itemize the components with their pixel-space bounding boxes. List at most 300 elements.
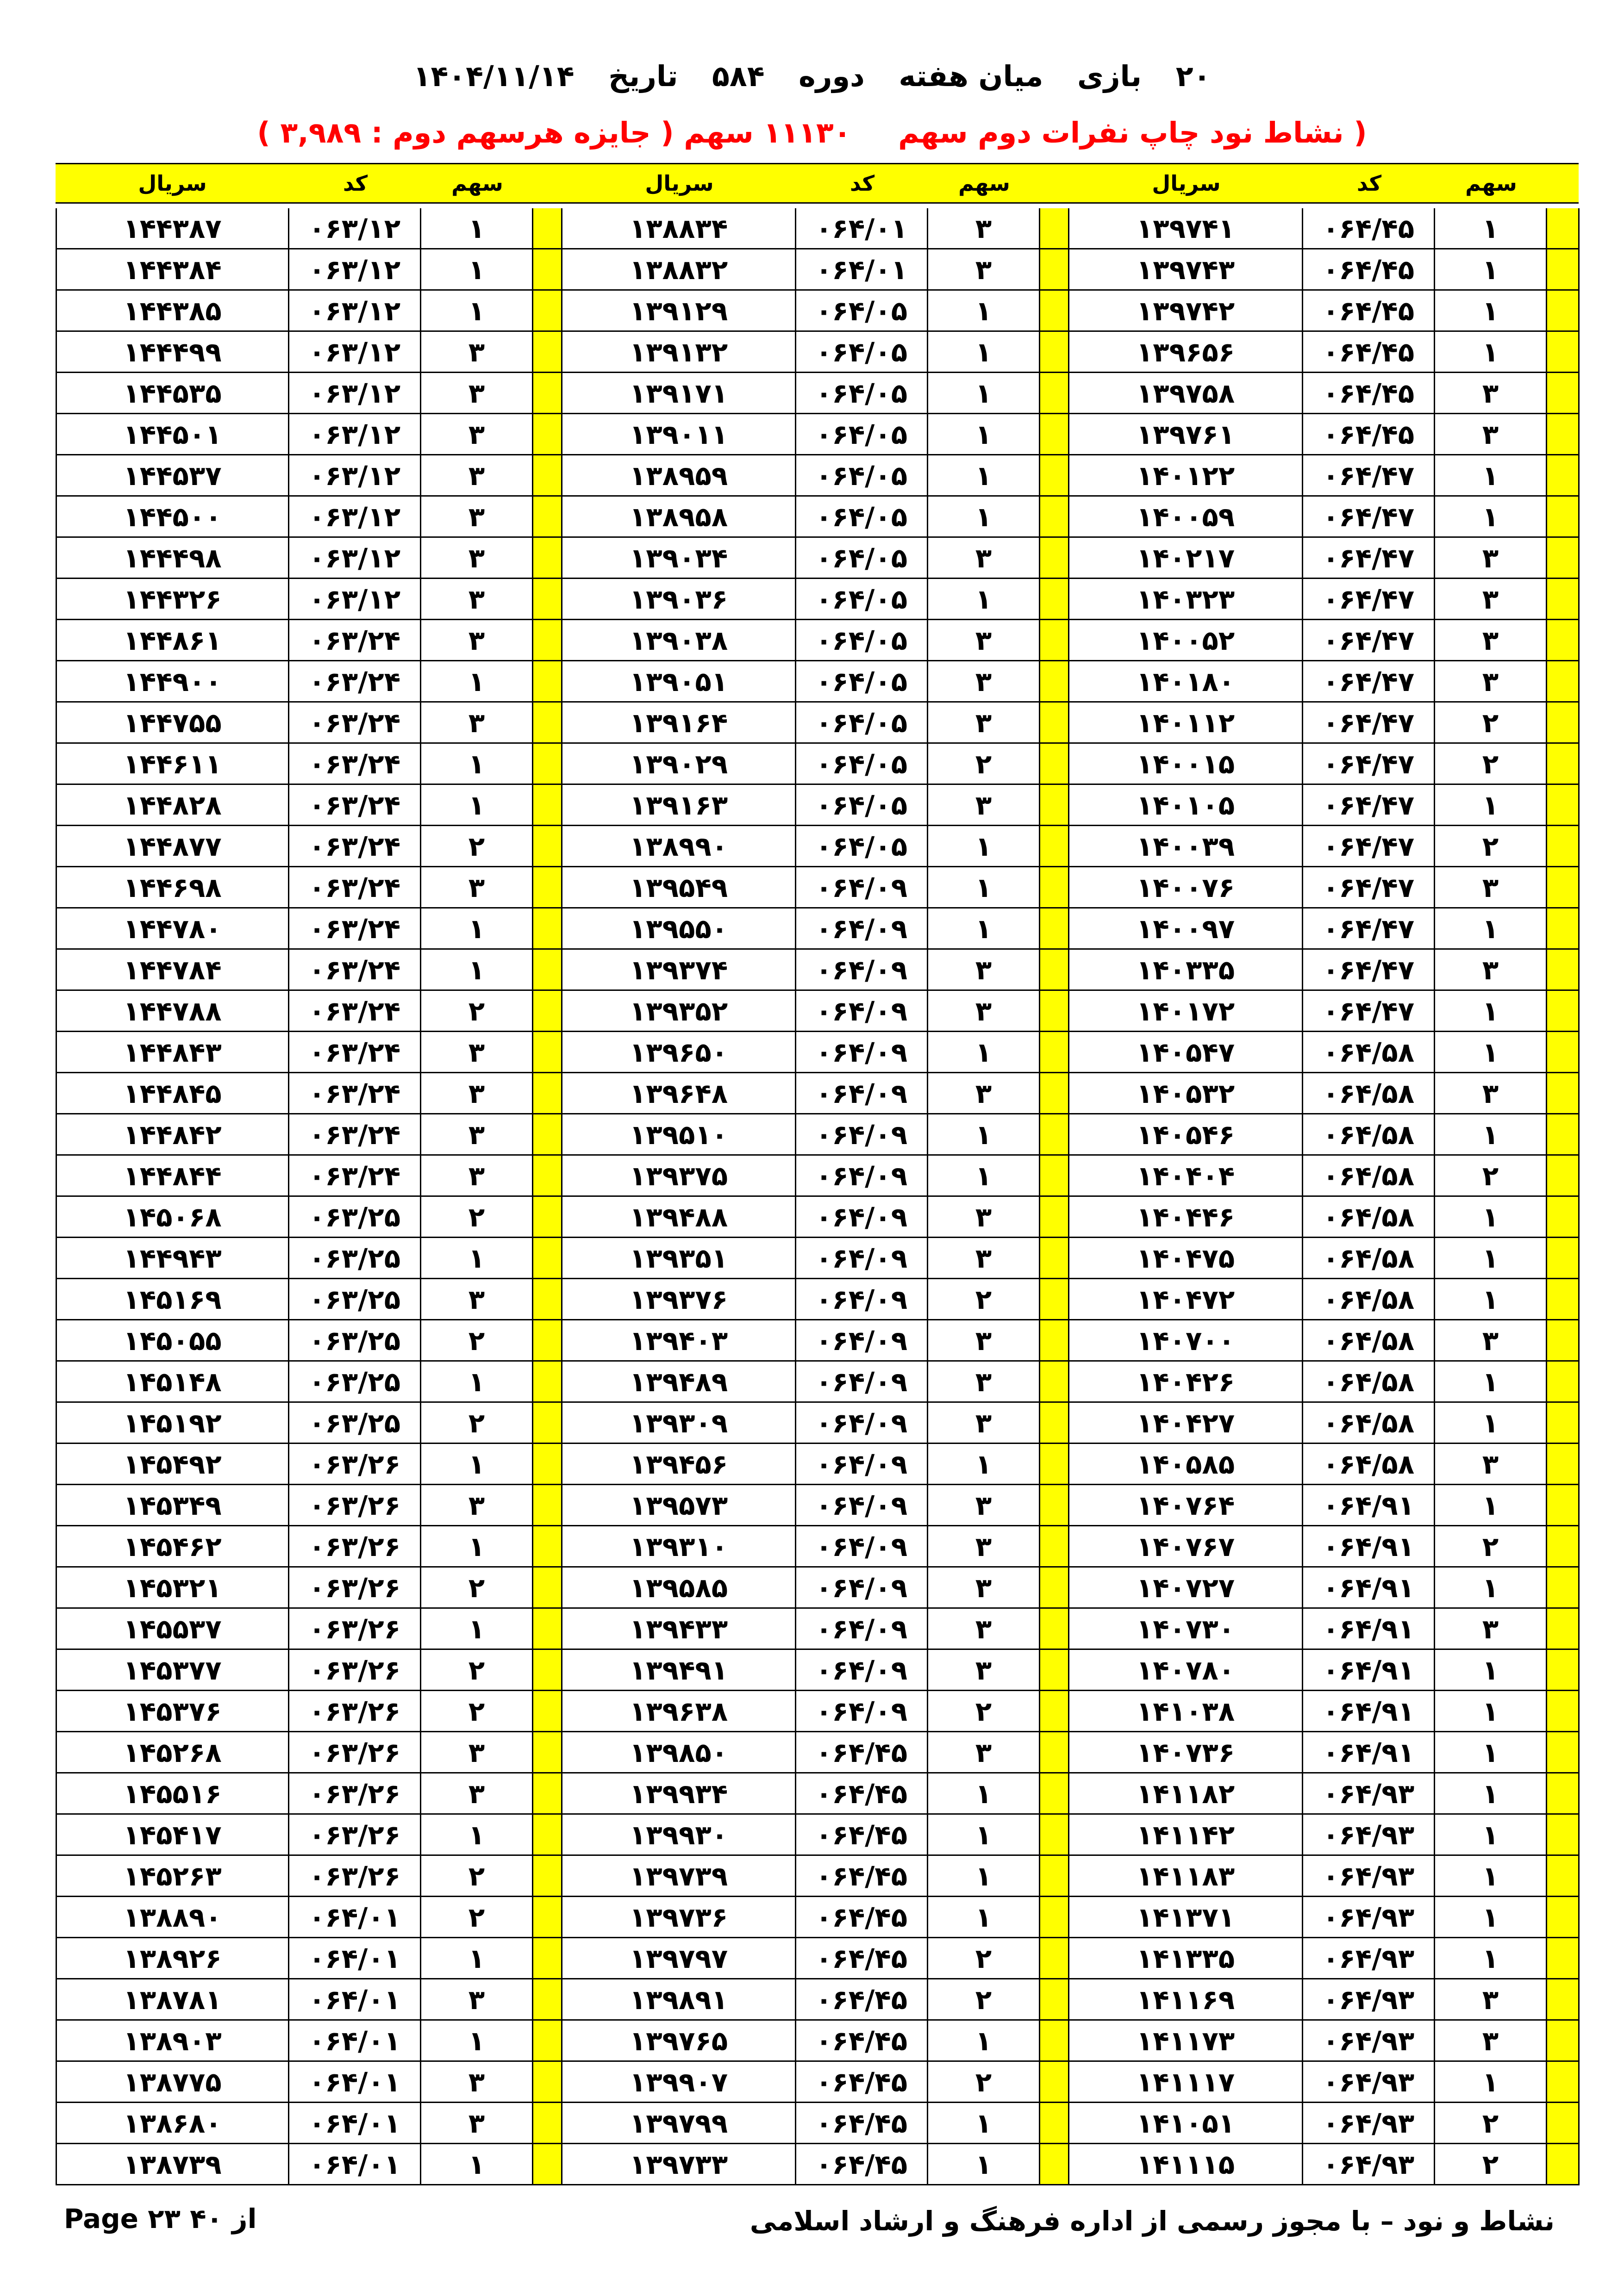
- serial-cell: ۱۳۹۰۳۸: [562, 620, 796, 661]
- share-cell: ۳: [928, 1320, 1040, 1362]
- separator-cell: [1547, 1114, 1580, 1156]
- serial-cell: ۱۴۵۵۳۷: [56, 1609, 289, 1650]
- share-cell: ۱: [928, 1114, 1040, 1156]
- serial-cell: ۱۳۹۷۶۵: [562, 2021, 796, 2062]
- separator-cell: [1040, 455, 1069, 497]
- separator-cell: [1040, 1773, 1069, 1815]
- share-cell: ۲: [421, 826, 533, 867]
- serial-cell: ۱۴۰۲۱۷: [1069, 538, 1303, 579]
- table-row: [56, 1773, 1579, 1815]
- code-cell: ۰۶۳/۱۲: [289, 249, 421, 291]
- serial-cell: ۱۴۵۴۶۲: [56, 1526, 289, 1568]
- serial-cell: ۱۴۴۸۶۱: [56, 620, 289, 661]
- code-cell: ۰۶۴/۵۸: [1303, 1279, 1435, 1320]
- share-cell: ۳: [1435, 373, 1547, 414]
- separator-cell: [533, 2144, 562, 2185]
- serial-cell: ۱۴۰۵۳۲: [1069, 1073, 1303, 1114]
- share-cell: ۱: [928, 1773, 1040, 1815]
- serial-cell: ۱۴۵۰۵۵: [56, 1320, 289, 1362]
- table-row: [56, 455, 1579, 497]
- serial-cell: ۱۴۱۱۸۳: [1069, 1856, 1303, 1897]
- code-cell: ۰۶۴/۰۹: [796, 1238, 928, 1279]
- serial-cell: ۱۳۹۰۳۴: [562, 538, 796, 579]
- share-cell: ۲: [928, 1938, 1040, 1979]
- code-cell: ۰۶۳/۲۴: [289, 1114, 421, 1156]
- share-cell: ۱: [928, 2144, 1040, 2185]
- header-code: کد: [1356, 171, 1382, 196]
- separator-cell: [1547, 373, 1580, 414]
- serial-cell: ۱۴۰۰۹۷: [1069, 908, 1303, 950]
- table-row: [56, 579, 1579, 620]
- table-row: [56, 1732, 1579, 1773]
- serial-cell: ۱۳۹۰۱۱: [562, 414, 796, 455]
- code-cell: ۰۶۳/۲۴: [289, 744, 421, 785]
- table-row: [56, 497, 1579, 538]
- code-cell: ۰۶۴/۴۷: [1303, 785, 1435, 826]
- code-cell: ۰۶۳/۲۵: [289, 1320, 421, 1362]
- serial-cell: ۱۳۹۶۳۸: [562, 1691, 796, 1732]
- separator-cell: [1547, 497, 1580, 538]
- separator-cell: [1547, 1815, 1580, 1856]
- serial-cell: ۱۴۵۱۹۲: [56, 1403, 289, 1444]
- share-cell: ۱: [421, 2021, 533, 2062]
- share-cell: ۳: [421, 1073, 533, 1114]
- serial-cell: ۱۴۴۵۰۰: [56, 497, 289, 538]
- share-cell: ۲: [928, 744, 1040, 785]
- separator-cell: [533, 414, 562, 455]
- serial-cell: ۱۴۰۵۴۷: [1069, 1032, 1303, 1073]
- serial-cell: ۱۳۹۴۰۳: [562, 1320, 796, 1362]
- code-cell: ۰۶۴/۹۱: [1303, 1691, 1435, 1732]
- separator-cell: [1040, 1897, 1069, 1938]
- share-cell: ۲: [928, 1979, 1040, 2021]
- serial-cell: ۱۴۱۱۱۵: [1069, 2144, 1303, 2185]
- share-cell: ۱: [1435, 908, 1547, 950]
- code-cell: ۰۶۴/۰۱: [796, 208, 928, 249]
- serial-cell: ۱۴۱۱۱۷: [1069, 2062, 1303, 2103]
- share-cell: ۲: [1435, 826, 1547, 867]
- code-cell: ۰۶۴/۴۵: [1303, 414, 1435, 455]
- serial-cell: ۱۴۰۴۲۶: [1069, 1362, 1303, 1403]
- separator-cell: [533, 1197, 562, 1238]
- share-cell: ۲: [421, 1691, 533, 1732]
- serial-cell: ۱۴۴۹۰۰: [56, 661, 289, 703]
- share-cell: ۱: [928, 414, 1040, 455]
- code-cell: ۰۶۴/۵۸: [1303, 1444, 1435, 1485]
- code-cell: ۰۶۴/۰۱: [796, 249, 928, 291]
- serial-cell: ۱۴۴۶۱۱: [56, 744, 289, 785]
- separator-cell: [533, 1856, 562, 1897]
- serial-cell: ۱۴۱۰۳۸: [1069, 1691, 1303, 1732]
- separator-cell: [1040, 2021, 1069, 2062]
- table-row: [56, 1485, 1579, 1526]
- serial-cell: ۱۴۰۱۸۰: [1069, 661, 1303, 703]
- code-cell: ۰۶۴/۹۱: [1303, 1485, 1435, 1526]
- serial-cell: ۱۳۹۱۶۳: [562, 785, 796, 826]
- code-cell: ۰۶۴/۴۵: [796, 1773, 928, 1815]
- separator-cell: [1040, 991, 1069, 1032]
- share-cell: ۱: [1435, 208, 1547, 249]
- code-cell: ۰۶۴/۰۱: [289, 2021, 421, 2062]
- share-cell: ۳: [928, 1238, 1040, 1279]
- table-row: [56, 1320, 1579, 1362]
- share-cell: ۳: [928, 991, 1040, 1032]
- separator-cell: [1040, 1403, 1069, 1444]
- separator-cell: [1040, 1856, 1069, 1897]
- share-cell: ۲: [1435, 1526, 1547, 1568]
- separator-cell: [1040, 1485, 1069, 1526]
- code-cell: ۰۶۴/۰۱: [289, 2062, 421, 2103]
- separator-cell: [533, 661, 562, 703]
- code-cell: ۰۶۴/۴۵: [1303, 291, 1435, 332]
- code-cell: ۰۶۴/۹۳: [1303, 2062, 1435, 2103]
- code-cell: ۰۶۴/۰۹: [796, 867, 928, 908]
- code-cell: ۰۶۴/۴۷: [1303, 538, 1435, 579]
- serial-cell: ۱۳۸۹۰۳: [56, 2021, 289, 2062]
- serial-cell: ۱۳۸۸۹۰: [56, 1897, 289, 1938]
- serial-cell: ۱۳۸۷۸۱: [56, 1979, 289, 2021]
- serial-cell: ۱۴۴۶۹۸: [56, 867, 289, 908]
- separator-cell: [1547, 1238, 1580, 1279]
- share-cell: ۲: [421, 991, 533, 1032]
- share-cell: ۳: [1435, 661, 1547, 703]
- code-cell: ۰۶۴/۰۵: [796, 414, 928, 455]
- separator-cell: [1547, 1485, 1580, 1526]
- serial-cell: ۱۳۹۳۰۹: [562, 1403, 796, 1444]
- separator-cell: [1547, 579, 1580, 620]
- share-cell: ۳: [928, 1197, 1040, 1238]
- table-row: [56, 1279, 1579, 1320]
- separator-cell: [1547, 208, 1580, 249]
- code-cell: ۰۶۴/۵۸: [1303, 1032, 1435, 1073]
- serial-cell: ۱۴۴۵۳۵: [56, 373, 289, 414]
- separator-cell: [533, 2103, 562, 2144]
- serial-cell: ۱۳۹۳۷۵: [562, 1156, 796, 1197]
- separator-cell: [1547, 1650, 1580, 1691]
- serial-cell: ۱۴۱۳۷۱: [1069, 1897, 1303, 1938]
- table-row: [56, 1938, 1579, 1979]
- code-cell: ۰۶۴/۴۷: [1303, 867, 1435, 908]
- separator-cell: [1040, 620, 1069, 661]
- separator-cell: [1040, 950, 1069, 991]
- table-row: [56, 703, 1579, 744]
- share-cell: ۱: [421, 1444, 533, 1485]
- separator-cell: [1040, 1197, 1069, 1238]
- share-cell: ۳: [421, 1485, 533, 1526]
- code-cell: ۰۶۴/۰۹: [796, 908, 928, 950]
- table-row: [56, 1197, 1579, 1238]
- share-cell: ۱: [1435, 1238, 1547, 1279]
- separator-cell: [533, 332, 562, 373]
- serial-cell: ۱۳۹۹۰۷: [562, 2062, 796, 2103]
- share-cell: ۱: [928, 1815, 1040, 1856]
- share-cell: ۱: [421, 1609, 533, 1650]
- serial-cell: ۱۴۰۴۷۲: [1069, 1279, 1303, 1320]
- code-cell: ۰۶۴/۴۷: [1303, 991, 1435, 1032]
- table-row: [56, 1979, 1579, 2021]
- serial-cell: ۱۳۹۶۵۰: [562, 1032, 796, 1073]
- separator-cell: [533, 867, 562, 908]
- separator-cell: [1547, 1938, 1580, 1979]
- separator-cell: [533, 1114, 562, 1156]
- code-cell: ۰۶۴/۰۹: [796, 1114, 928, 1156]
- share-cell: ۱: [1435, 1279, 1547, 1320]
- share-cell: ۱: [1435, 1650, 1547, 1691]
- code-cell: ۰۶۴/۹۱: [1303, 1732, 1435, 1773]
- code-cell: ۰۶۳/۲۶: [289, 1773, 421, 1815]
- separator-cell: [533, 2062, 562, 2103]
- code-cell: ۰۶۴/۹۳: [1303, 2144, 1435, 2185]
- share-cell: ۱: [1435, 785, 1547, 826]
- code-cell: ۰۶۳/۲۴: [289, 661, 421, 703]
- serial-cell: ۱۳۸۸۳۴: [562, 208, 796, 249]
- serial-cell: ۱۴۴۸۴۵: [56, 1073, 289, 1114]
- code-cell: ۰۶۴/۴۷: [1303, 620, 1435, 661]
- share-cell: ۱: [421, 785, 533, 826]
- code-cell: ۰۶۴/۴۵: [796, 1979, 928, 2021]
- separator-cell: [1040, 1979, 1069, 2021]
- serial-cell: ۱۴۴۳۸۷: [56, 208, 289, 249]
- separator-cell: [533, 1691, 562, 1732]
- separator-cell: [533, 455, 562, 497]
- page-total: از ۴۰: [190, 2203, 257, 2234]
- share-cell: ۳: [928, 950, 1040, 991]
- table-row: [56, 1815, 1579, 1856]
- code-cell: ۰۶۴/۵۸: [1303, 1320, 1435, 1362]
- share-cell: ۳: [928, 1650, 1040, 1691]
- separator-cell: [1040, 1609, 1069, 1650]
- table-row: [56, 2144, 1579, 2185]
- separator-cell: [1040, 2062, 1069, 2103]
- table-row: [56, 620, 1579, 661]
- share-cell: ۱: [928, 332, 1040, 373]
- serial-cell: ۱۴۴۵۳۷: [56, 455, 289, 497]
- share-cell: ۱: [421, 1238, 533, 1279]
- serial-cell: ۱۳۹۴۵۶: [562, 1444, 796, 1485]
- game-label: بازی: [1077, 59, 1142, 93]
- serial-cell: ۱۴۴۷۸۴: [56, 950, 289, 991]
- share-cell: ۱: [421, 208, 533, 249]
- separator-cell: [533, 1032, 562, 1073]
- share-cell: ۳: [421, 538, 533, 579]
- serial-cell: ۱۳۹۷۴۱: [1069, 208, 1303, 249]
- separator-cell: [533, 744, 562, 785]
- code-cell: ۰۶۳/۲۶: [289, 1526, 421, 1568]
- code-cell: ۰۶۳/۱۲: [289, 538, 421, 579]
- share-cell: ۳: [1435, 2021, 1547, 2062]
- code-cell: ۰۶۴/۴۵: [796, 2062, 928, 2103]
- table-header-row: [56, 163, 1579, 204]
- table-row: [56, 1691, 1579, 1732]
- share-cell: ۳: [421, 414, 533, 455]
- code-cell: ۰۶۳/۲۴: [289, 785, 421, 826]
- share-cell: ۱: [1435, 1114, 1547, 1156]
- code-cell: ۰۶۳/۲۶: [289, 1856, 421, 1897]
- serial-cell: ۱۳۹۰۳۶: [562, 579, 796, 620]
- serial-cell: ۱۳۹۷۹۷: [562, 1938, 796, 1979]
- separator-cell: [1547, 538, 1580, 579]
- separator-cell: [533, 620, 562, 661]
- code-cell: ۰۶۳/۱۲: [289, 497, 421, 538]
- separator-cell: [533, 1362, 562, 1403]
- share-cell: ۲: [421, 1897, 533, 1938]
- share-cell: ۱: [1435, 1938, 1547, 1979]
- page-label: Page: [64, 2203, 138, 2234]
- share-cell: ۱: [928, 2021, 1040, 2062]
- code-cell: ۰۶۳/۲۶: [289, 1609, 421, 1650]
- code-cell: ۰۶۳/۱۲: [289, 373, 421, 414]
- separator-cell: [1040, 744, 1069, 785]
- separator-cell: [1547, 1568, 1580, 1609]
- separator-cell: [1547, 1156, 1580, 1197]
- serial-cell: ۱۴۵۳۲۱: [56, 1568, 289, 1609]
- share-cell: ۱: [1435, 1362, 1547, 1403]
- share-cell: ۱: [928, 1444, 1040, 1485]
- share-cell: ۱: [1435, 1856, 1547, 1897]
- separator-cell: [533, 1979, 562, 2021]
- code-cell: ۰۶۴/۴۵: [796, 1897, 928, 1938]
- code-cell: ۰۶۴/۴۵: [796, 2144, 928, 2185]
- share-cell: ۳: [928, 1403, 1040, 1444]
- code-cell: ۰۶۴/۰۵: [796, 455, 928, 497]
- code-cell: ۰۶۳/۱۲: [289, 208, 421, 249]
- separator-cell: [533, 208, 562, 249]
- share-cell: ۱: [1435, 1815, 1547, 1856]
- serial-cell: ۱۳۹۹۳۰: [562, 1815, 796, 1856]
- serial-cell: ۱۴۴۸۲۸: [56, 785, 289, 826]
- separator-cell: [533, 1444, 562, 1485]
- serial-cell: ۱۳۹۱۷۱: [562, 373, 796, 414]
- separator-cell: [1040, 1732, 1069, 1773]
- serial-cell: ۱۴۰۷۲۷: [1069, 1568, 1303, 1609]
- code-cell: ۰۶۴/۹۳: [1303, 1815, 1435, 1856]
- share-cell: ۳: [1435, 1073, 1547, 1114]
- serial-cell: ۱۳۸۸۳۲: [562, 249, 796, 291]
- separator-cell: [1040, 414, 1069, 455]
- serial-cell: ۱۳۸۷۷۵: [56, 2062, 289, 2103]
- header-serial: سریال: [138, 171, 207, 196]
- separator-cell: [1040, 1444, 1069, 1485]
- serial-cell: ۱۳۹۷۴۳: [1069, 249, 1303, 291]
- separator-cell: [1547, 332, 1580, 373]
- separator-cell: [1547, 1856, 1580, 1897]
- code-cell: ۰۶۴/۰۹: [796, 1444, 928, 1485]
- code-cell: ۰۶۴/۰۹: [796, 1526, 928, 1568]
- table-row: [56, 2062, 1579, 2103]
- serial-cell: ۱۳۹۵۵۰: [562, 908, 796, 950]
- serial-cell: ۱۳۸۷۳۹: [56, 2144, 289, 2185]
- separator-cell: [1040, 1156, 1069, 1197]
- code-cell: ۰۶۴/۰۹: [796, 1568, 928, 1609]
- serial-cell: ۱۳۹۹۳۴: [562, 1773, 796, 1815]
- code-cell: ۰۶۳/۱۲: [289, 291, 421, 332]
- separator-cell: [1547, 1897, 1580, 1938]
- share-cell: ۲: [421, 1650, 533, 1691]
- share-cell: ۱: [1435, 455, 1547, 497]
- share-cell: ۱: [1435, 2062, 1547, 2103]
- separator-cell: [533, 703, 562, 744]
- license-note: نشاط و نود – با مجوز رسمی از اداره فرهنگ و ارشاد اسلامی: [750, 2205, 1555, 2237]
- serial-cell: ۱۳۹۵۸۵: [562, 1568, 796, 1609]
- code-cell: ۰۶۴/۰۹: [796, 1650, 928, 1691]
- serial-cell: ۱۴۱۰۵۱: [1069, 2103, 1303, 2144]
- share-cell: ۱: [1435, 1568, 1547, 1609]
- separator-cell: [1040, 291, 1069, 332]
- header-code: کد: [849, 171, 875, 196]
- separator-cell: [1040, 497, 1069, 538]
- serial-cell: ۱۳۹۱۶۴: [562, 703, 796, 744]
- table-row: [56, 1362, 1579, 1403]
- share-cell: ۱: [421, 1815, 533, 1856]
- code-cell: ۰۶۴/۵۸: [1303, 1156, 1435, 1197]
- separator-cell: [1547, 1362, 1580, 1403]
- serial-cell: ۱۳۹۶۴۸: [562, 1073, 796, 1114]
- code-cell: ۰۶۳/۲۶: [289, 1732, 421, 1773]
- share-cell: ۳: [421, 1114, 533, 1156]
- table-row: [56, 1650, 1579, 1691]
- separator-cell: [1040, 208, 1069, 249]
- share-cell: ۳: [421, 620, 533, 661]
- serial-cell: ۱۳۹۷۶۱: [1069, 414, 1303, 455]
- separator-cell: [1040, 579, 1069, 620]
- serial-cell: ۱۴۰۷۳۶: [1069, 1732, 1303, 1773]
- code-cell: ۰۶۴/۹۱: [1303, 1609, 1435, 1650]
- code-cell: ۰۶۳/۲۶: [289, 1650, 421, 1691]
- serial-cell: ۱۴۴۸۷۷: [56, 826, 289, 867]
- share-cell: ۱: [421, 1938, 533, 1979]
- separator-cell: [533, 1279, 562, 1320]
- table-row: [56, 208, 1579, 249]
- separator-cell: [533, 291, 562, 332]
- separator-cell: [1547, 785, 1580, 826]
- separator-cell: [1040, 867, 1069, 908]
- code-cell: ۰۶۳/۲۴: [289, 703, 421, 744]
- code-cell: ۰۶۴/۹۳: [1303, 1938, 1435, 1979]
- share-cell: ۱: [928, 497, 1040, 538]
- code-cell: ۰۶۴/۰۵: [796, 620, 928, 661]
- separator-cell: [533, 373, 562, 414]
- serial-cell: ۱۴۴۷۸۸: [56, 991, 289, 1032]
- code-cell: ۰۶۳/۱۲: [289, 579, 421, 620]
- serial-cell: ۱۴۰۱۲۲: [1069, 455, 1303, 497]
- serial-cell: ۱۴۰۷۸۰: [1069, 1650, 1303, 1691]
- code-cell: ۰۶۳/۱۲: [289, 455, 421, 497]
- share-cell: ۳: [421, 867, 533, 908]
- separator-cell: [533, 1526, 562, 1568]
- share-cell: ۱: [928, 908, 1040, 950]
- code-cell: ۰۶۴/۹۳: [1303, 1897, 1435, 1938]
- code-cell: ۰۶۴/۰۹: [796, 1485, 928, 1526]
- table-row: [56, 291, 1579, 332]
- serial-cell: ۱۳۹۵۱۰: [562, 1114, 796, 1156]
- code-cell: ۰۶۴/۰۱: [289, 1979, 421, 2021]
- period-label: دوره: [799, 59, 865, 93]
- serial-cell: ۱۴۰۷۰۰: [1069, 1320, 1303, 1362]
- separator-cell: [1547, 2144, 1580, 2185]
- serial-cell: ۱۴۰۳۳۵: [1069, 950, 1303, 991]
- serial-cell: ۱۴۱۱۶۹: [1069, 1979, 1303, 2021]
- separator-cell: [533, 908, 562, 950]
- code-cell: ۰۶۴/۰۵: [796, 497, 928, 538]
- code-cell: ۰۶۳/۲۶: [289, 1568, 421, 1609]
- code-cell: ۰۶۴/۰۵: [796, 785, 928, 826]
- table-row: [56, 661, 1579, 703]
- share-cell: ۲: [928, 1691, 1040, 1732]
- code-cell: ۰۶۴/۰۹: [796, 1362, 928, 1403]
- code-cell: ۰۶۴/۴۷: [1303, 579, 1435, 620]
- separator-cell: [1547, 2021, 1580, 2062]
- serial-cell: ۱۴۴۴۹۸: [56, 538, 289, 579]
